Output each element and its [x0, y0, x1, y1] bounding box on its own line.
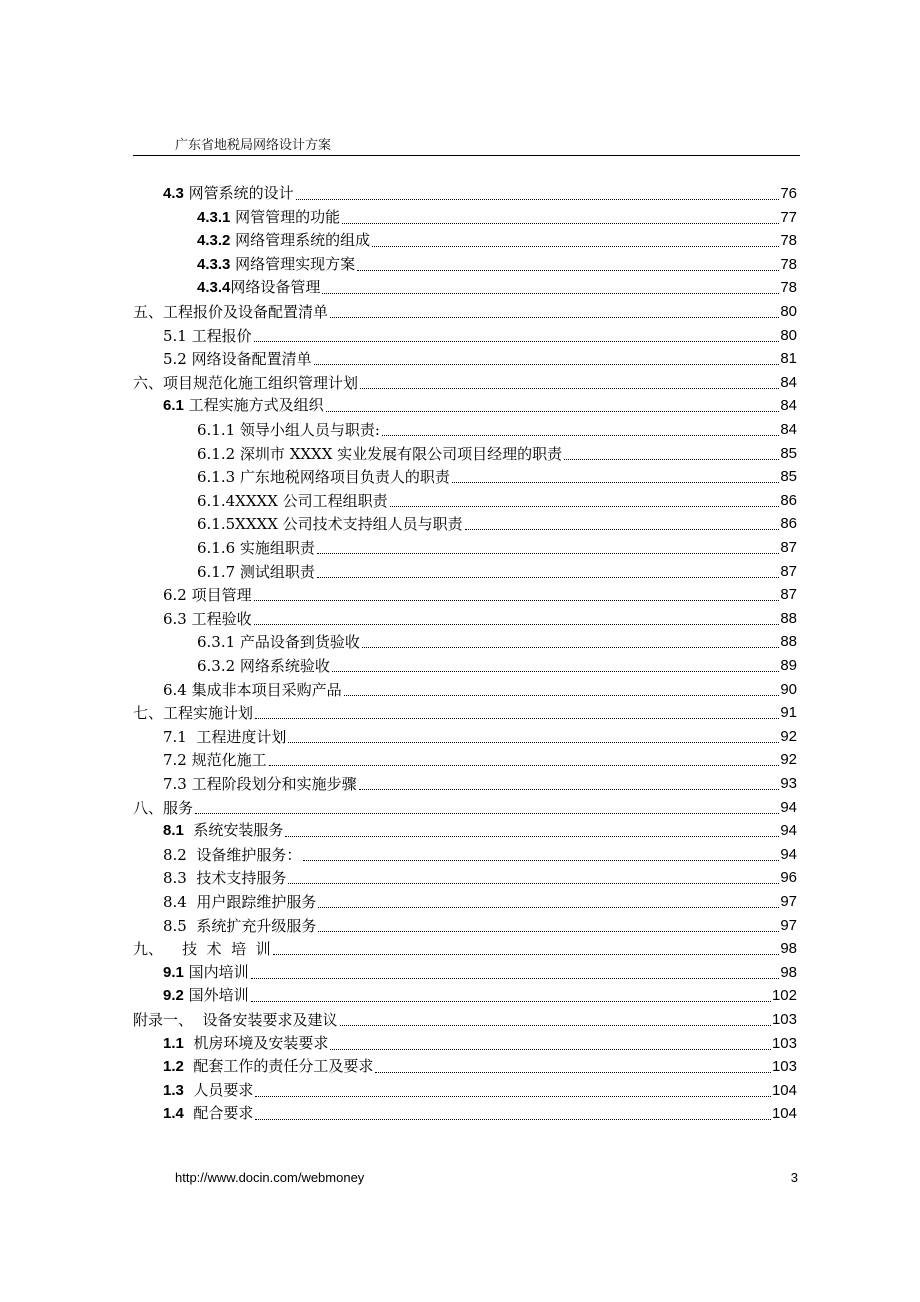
toc-dot-leader [322, 293, 779, 294]
toc-entry-label [163, 584, 252, 606]
toc-entry[interactable] [163, 749, 797, 771]
toc-dot-leader [254, 600, 780, 601]
toc-entry-label [163, 1102, 253, 1125]
toc-dot-leader [326, 411, 780, 412]
toc-entry-label [197, 276, 320, 299]
toc-entry-label [163, 394, 324, 417]
toc-entry-label [163, 348, 312, 370]
toc-entry-title: 八、服务 [133, 798, 194, 817]
toc-entry-label [197, 513, 463, 535]
toc-entry-title: 工程实施方式及组织 [183, 396, 324, 415]
toc-entry-page: 98 [780, 963, 797, 981]
toc-entry-page: 86 [780, 491, 797, 509]
toc-entry-label [197, 229, 370, 252]
toc-entry-title: 九、 技 术 培 训 [133, 940, 271, 959]
toc-entry-title: 配套工作的责任分工及要求 [183, 1057, 374, 1076]
toc-dot-leader [357, 270, 779, 271]
toc-entry-label [163, 984, 249, 1007]
toc-entry[interactable] [197, 230, 797, 252]
toc-dot-leader [332, 671, 779, 672]
toc-entry-label [197, 253, 355, 276]
toc-dot-leader [273, 954, 780, 955]
toc-entry-label [133, 702, 253, 724]
toc-dot-leader [362, 647, 779, 648]
toc-entry[interactable] [133, 797, 797, 819]
toc-entry[interactable] [197, 207, 797, 229]
toc-entry[interactable] [197, 655, 797, 677]
toc-entry-label [197, 206, 340, 229]
toc-dot-leader [195, 813, 779, 814]
toc-dot-leader [254, 624, 780, 625]
toc-entry-label [163, 867, 286, 889]
toc-entry-title: 5.1 工程报价 [163, 326, 252, 345]
toc-entry-page: 85 [780, 468, 797, 486]
toc-entry-page: 90 [780, 680, 797, 698]
toc-entry[interactable] [163, 608, 797, 630]
toc-entry-number: 8.1 [163, 822, 184, 840]
toc-entry-page: 92 [780, 727, 797, 745]
toc-entry-title: 6.4 集成非本项目采购产品 [163, 680, 342, 699]
toc-entry-number: 4.3.4 [197, 279, 231, 297]
toc-entry-page: 104 [771, 1081, 797, 1099]
toc-entry-label [197, 537, 315, 559]
toc-dot-leader [314, 364, 780, 365]
toc-entry-page: 94 [780, 822, 797, 840]
toc-entry[interactable] [163, 1056, 797, 1078]
toc-entry-title: 6.1.1 领导小组人员与职责: [197, 421, 380, 439]
toc-entry-title: 6.1.5XXXX 公司技术支持组人员与职责 [197, 515, 463, 534]
toc-entry[interactable] [197, 466, 797, 488]
toc-dot-leader [375, 1072, 771, 1073]
toc-entry-title: 6.2 项目管理 [163, 586, 252, 605]
toc-dot-leader [254, 341, 780, 342]
toc-entry[interactable] [133, 301, 797, 323]
toc-entry[interactable] [163, 1080, 797, 1102]
toc-entry-page: 85 [780, 444, 797, 462]
toc-entry-page: 93 [780, 775, 797, 792]
toc-entry-label [163, 608, 252, 630]
toc-entry-title: 网管管理的功能 [230, 207, 341, 226]
toc-entry-page: 88 [780, 609, 797, 627]
toc-entry[interactable] [163, 915, 797, 937]
toc-entry[interactable] [163, 726, 797, 748]
toc-entry-number: 1.3 [163, 1081, 184, 1099]
toc-entry-number: 1.4 [163, 1105, 184, 1123]
toc-entry[interactable] [163, 584, 797, 606]
toc-entry-page: 81 [780, 350, 797, 368]
toc-entry-title: 6.3.1 产品设备到货验收 [197, 633, 360, 652]
toc-entry-page: 88 [780, 633, 797, 651]
toc-entry-title: 8.4 用户跟踪维护服务 [163, 893, 317, 911]
toc-entry-label [163, 961, 249, 984]
toc-entry[interactable] [163, 844, 797, 866]
toc-entry-page: 86 [780, 515, 797, 533]
toc-entry[interactable] [163, 867, 797, 889]
toc-entry-page: 97 [780, 893, 797, 910]
toc-entry-title: 8.2 设备维护服务： [163, 845, 302, 864]
toc-entry[interactable] [197, 490, 797, 512]
running-header: 广东省地税局网络设计方案 [175, 138, 332, 153]
toc-entry-title: 6.3.2 网络系统验收 [197, 657, 330, 675]
toc-entry[interactable] [197, 513, 797, 535]
toc-entry-title: 6.1.7 测试组职责 [197, 562, 315, 581]
toc-dot-leader [330, 317, 779, 318]
toc-entry-page: 76 [780, 185, 797, 202]
footer-url[interactable]: http://www.docin.com/webmoney [175, 1170, 365, 1185]
toc-entry-title: 6.1.4XXXX 公司工程组职责 [197, 491, 388, 510]
toc-dot-leader [359, 789, 780, 790]
toc-entry-title: 8.3 技术支持服务 [163, 869, 287, 888]
toc-entry[interactable] [163, 985, 797, 1007]
toc-entry-title: 5.2 网络设备配置清单 [163, 350, 312, 369]
toc-entry-title: 6.1.3 广东地税网络项目负责人的职责 [197, 468, 450, 487]
toc-dot-leader [255, 1119, 771, 1120]
toc-entry-title: 国外培训 [183, 986, 249, 1005]
toc-dot-leader [303, 860, 779, 861]
toc-entry-page: 87 [780, 539, 797, 556]
toc-entry[interactable] [163, 183, 797, 205]
toc-entry-title: 网络管理实现方案 [230, 254, 356, 273]
toc-dot-leader [372, 246, 779, 247]
toc-entry-title: 附录一、 设备安装要求及建议 [133, 1011, 338, 1029]
toc-entry-title: 系统安装服务 [183, 821, 284, 840]
toc-entry-number: 1.1 [163, 1034, 184, 1052]
toc-entry-title: 8.5 系统扩充升级服务 [163, 916, 317, 935]
toc-entry-page: 78 [780, 279, 797, 297]
toc-entry-title: 网管系统的设计 [183, 184, 294, 202]
toc-entry[interactable] [163, 325, 797, 347]
toc-entry-page: 87 [780, 586, 797, 604]
toc-entry-title: 网络设备管理 [230, 278, 321, 297]
toc-entry-page: 94 [780, 798, 797, 816]
toc-entry-number: 4.3 [163, 185, 184, 202]
toc-entry-page: 91 [780, 704, 797, 722]
toc-entry-title: 7.3 工程阶段划分和实施步骤 [163, 775, 357, 793]
toc-entry[interactable] [163, 1033, 797, 1055]
toc-entry[interactable] [197, 561, 797, 583]
toc-entry-label [197, 443, 562, 465]
toc-entry[interactable] [197, 254, 797, 276]
toc-dot-leader [269, 765, 780, 766]
toc-entry-page: 102 [771, 987, 797, 1005]
footer-page-number: 3 [790, 1170, 798, 1185]
toc-entry[interactable] [163, 395, 797, 417]
toc-entry-title: 七、工程实施计划 [133, 704, 254, 723]
toc-entry[interactable] [197, 537, 797, 559]
toc-entry-number: 1.2 [163, 1058, 184, 1076]
toc-entry-page: 94 [780, 845, 797, 863]
toc-entry[interactable] [163, 1103, 797, 1125]
toc-entry-number: 4.3.1 [197, 208, 231, 226]
toc-entry-page: 78 [780, 232, 797, 250]
toc-entry-page: 96 [780, 869, 797, 887]
toc-entry[interactable] [197, 277, 797, 299]
toc-entry-title: 7.2 规范化施工 [163, 751, 267, 770]
toc-dot-leader [288, 883, 779, 884]
toc-entry-title: 6.1.2 深圳市 XXXX 实业发展有限公司项目经理的职责 [197, 444, 563, 463]
toc-entry[interactable] [133, 702, 797, 724]
toc-entry-label [163, 915, 316, 937]
toc-dot-leader [317, 553, 779, 554]
toc-entry-title: 配合要求 [183, 1104, 254, 1123]
toc-entry[interactable] [197, 443, 797, 465]
toc-entry-label [163, 182, 294, 205]
toc-entry-page: 78 [780, 255, 797, 273]
toc-dot-leader [251, 978, 780, 979]
toc-entry-label [163, 773, 357, 795]
toc-entry-page: 84 [780, 421, 797, 438]
toc-entry-page: 84 [780, 373, 797, 391]
toc-entry[interactable] [133, 372, 797, 394]
toc-entry[interactable] [163, 891, 797, 913]
toc-entry-label [197, 490, 388, 512]
toc-entry-page: 92 [780, 751, 797, 769]
toc-entry-label [133, 797, 193, 819]
toc-entry-label [197, 631, 360, 653]
toc-entry-title: 网络管理系统的组成 [230, 231, 371, 250]
toc-entry-label [133, 1009, 338, 1031]
toc-dot-leader [296, 199, 780, 200]
toc-entry-page: 84 [780, 397, 797, 415]
toc-dot-leader [564, 459, 779, 460]
toc-entry-number: 4.3.2 [197, 232, 231, 250]
toc-entry-number: 4.3.3 [197, 255, 231, 273]
toc-entry-number: 9.1 [163, 963, 184, 981]
toc-dot-leader [288, 742, 779, 743]
toc-entry-page: 103 [771, 1011, 797, 1028]
toc-entry-title: 机房环境及安装要求 [183, 1033, 329, 1052]
toc-entry[interactable] [163, 962, 797, 984]
toc-entry-label [163, 891, 316, 913]
toc-dot-leader [342, 223, 779, 224]
toc-entry-page: 80 [780, 303, 797, 320]
toc-entry-label [133, 938, 271, 960]
toc-entry-label [133, 301, 328, 323]
toc-dot-leader [318, 931, 779, 932]
toc-entry-label [197, 419, 380, 441]
toc-entry-page: 97 [780, 916, 797, 934]
toc-entry-label [163, 844, 301, 866]
toc-entry-title: 六、项目规范化施工组织管理计划 [133, 373, 359, 392]
toc-entry[interactable] [197, 419, 797, 441]
toc-dot-leader [317, 577, 779, 578]
toc-entry-label [163, 325, 252, 347]
toc-entry-label [163, 819, 283, 842]
toc-dot-leader [330, 1049, 771, 1050]
toc-entry-number: 9.2 [163, 987, 184, 1005]
toc-entry-page: 87 [780, 562, 797, 580]
toc-entry[interactable] [163, 820, 797, 842]
toc-dot-leader [360, 388, 779, 389]
toc-entry-title: 人员要求 [183, 1080, 254, 1099]
toc-entry-label [163, 1079, 253, 1102]
toc-entry-label [197, 655, 330, 677]
toc-entry-number: 6.1 [163, 397, 184, 415]
toc-entry-label [163, 749, 267, 771]
toc-entry-page: 98 [780, 940, 797, 958]
toc-entry-title: 国内培训 [183, 962, 249, 981]
toc-dot-leader [255, 718, 779, 719]
toc-dot-leader [465, 529, 780, 530]
toc-dot-leader [255, 1096, 771, 1097]
toc-entry-label [133, 372, 358, 394]
toc-entry-label [163, 726, 286, 748]
toc-dot-leader [340, 1025, 771, 1026]
toc-entry-page: 103 [771, 1034, 797, 1052]
toc-entry[interactable] [163, 348, 797, 370]
toc-entry-label [163, 1055, 373, 1078]
toc-dot-leader [344, 695, 780, 696]
toc-entry-page: 80 [780, 326, 797, 344]
toc-entry[interactable] [197, 631, 797, 653]
toc-entry-label [197, 466, 450, 488]
toc-dot-leader [382, 435, 779, 436]
toc-entry-title: 6.3 工程验收 [163, 609, 252, 628]
toc-entry-label [163, 679, 342, 701]
toc-entry[interactable] [133, 1009, 797, 1031]
toc-entry[interactable] [163, 773, 797, 795]
toc-entry-label [197, 561, 315, 583]
toc-dot-leader [390, 506, 780, 507]
toc-entry-page: 89 [780, 657, 797, 674]
toc-entry-label [163, 1032, 328, 1055]
toc-entry-page: 103 [771, 1058, 797, 1076]
toc-entry-title: 7.1 工程进度计划 [163, 727, 287, 746]
toc-entry[interactable] [163, 679, 797, 701]
toc-entry[interactable] [133, 938, 797, 960]
toc-entry-page: 77 [780, 208, 797, 226]
header-rule [133, 155, 800, 156]
toc-dot-leader [452, 482, 779, 483]
toc-dot-leader [251, 1001, 771, 1002]
toc-dot-leader [318, 907, 779, 908]
toc-entry-page: 104 [771, 1105, 797, 1123]
toc-dot-leader [285, 836, 779, 837]
toc-entry-title: 五、工程报价及设备配置清单 [133, 303, 329, 321]
toc-entry-title: 6.1.6 实施组职责 [197, 539, 315, 557]
